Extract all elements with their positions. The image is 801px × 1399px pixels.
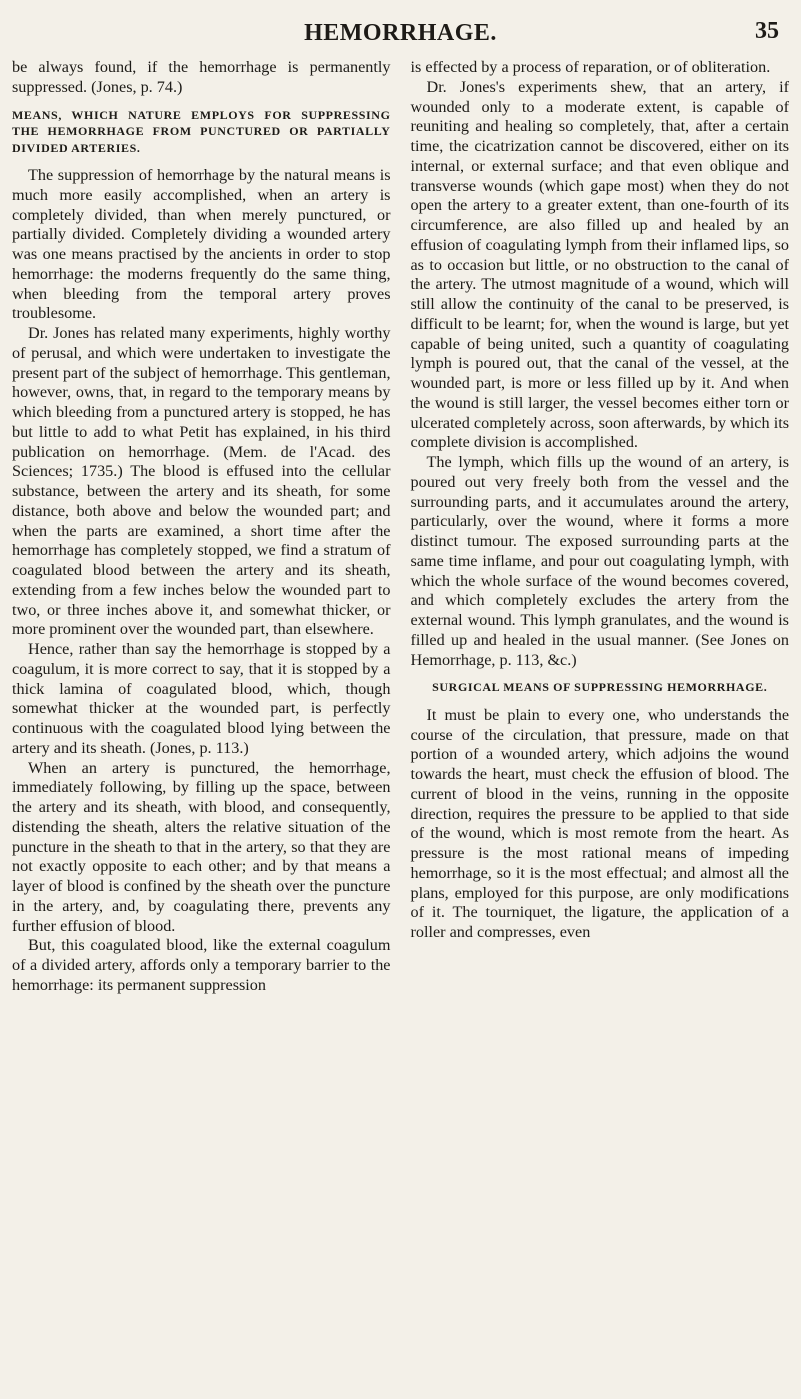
paragraph: Hence, rather than say the hemorrhage is stopped by a coagulum, it is more correct to say, that it is stopped by a thick lamina of coagulated blood, which, though somewhat thicker at the wounded part, is perfectly continuous with the coagulated blood lying between the artery and its sheath. (Jones, p. 113.) bbox=[12, 640, 391, 757]
page-number: 35 bbox=[755, 18, 779, 44]
left-column bbox=[12, 58, 391, 1399]
paragraph: But, this coagulated blood, like the external coagulum of a divided artery, affords only a temporary barrier to the hemorrhage: its permanent suppression bbox=[12, 936, 391, 994]
paragraph: The suppression of hemorrhage by the natural means is much more easily accomplished, when an artery is completely divided, than when merely punctured, or partially divided. Completely dividing a wounded artery was one means practised by the ancients in order to stop hemorrhage: the moderns frequently do the same thing, when bleeding from the temporal artery proves troublesome. bbox=[12, 166, 391, 323]
paragraph: Dr. Jones's experiments shew, that an artery, if wounded only to a moderate extent, is capable of reuniting and healing so completely, that, after a certain time, the cicatrization cannot be discovered, either on its internal, or external surface; and that even oblique and transverse wounds (which gape most) when they do not open the artery to a greater extent, than one-fourth of its circumference, are also filled up and healed by an effusion of coagulating lymph from their inflamed lips, so as to occasion but little, or no obstruction to the canal of the artery. The utmost magnitude of a wound, which will still allow the continuity of the canal to be preserved, is difficult to be learnt; for, when the wound is large, but yet capable of being united, such a quantity of coagulating lymph is poured out, that the canal of the vessel, at the wounded part, is more or less filled up by it. And when the wound is still larger, the vessel becomes either torn or ulcerated completely across, soon afterwards, by which its complete division is accomplished. bbox=[410, 77, 789, 452]
right-column bbox=[411, 58, 790, 1399]
paragraph: be always found, if the hemorrhage is permanently suppressed. (Jones, p. 74.) bbox=[12, 58, 391, 96]
paragraph: Dr. Jones has related many experiments, highly worthy of perusal, and which were undertaken to investigate the present part of the subject of hemorrhage. This gentleman, however, owns, that, in regard to the temporary means by which bleeding from a punctured artery is stopped, he has but little to add to what Petit has explained, in his third publication on hemorrhage. (Mem. de l'Acad. des Sciences; 1735.) The blood is effused into the cellular substance, between the artery and its sheath, for some distance, both above and below the wounded part; and when the parts are examined, a short time after the hemorrhage has completely stopped, we find a stratum of coagulated blood between the artery and its sheath, extending from a few inches below the wounded part to two, or three inches above it, and somewhat thicker, or more prominent over the wounded part, than elsewhere. bbox=[12, 324, 391, 639]
section-heading: MEANS, WHICH NATURE EMPLOYS FOR SUPPRESSING THE HEMORRHAGE FROM PUNCTURED OR PARTIALLY DIVIDED ARTERIES. bbox=[12, 107, 391, 155]
paragraph: is effected by a process of reparation, or of obliteration. bbox=[410, 58, 771, 76]
paragraph: The lymph, which fills up the wound of an artery, is poured out very freely both from the vessel and the surrounding parts, and it accumulates around the artery, particularly, over the wound, where it forms a more distinct tumour. The exposed surrounding parts at the same time inflame, and pour out coagulating lymph, with which the whole surface of the wound becomes covered, and which completely excludes the artery from the external wound. This lymph granulates, and the wound is filled up and healed in the usual manner. (See Jones on Hemorrhage, p. 113, &c.) bbox=[410, 453, 789, 669]
page-header bbox=[12, 0, 789, 52]
paragraph: When an artery is punctured, the hemorrhage, immediately following, by filling up the space, between the artery and its sheath, with blood, and consequently, distending the sheath, alters the relative situation of the puncture in the sheath to that in the artery, so that they are not exactly opposite to each other; and by that means a layer of blood is confined by the sheath over the puncture in the artery, and, by coagulating there, prevents any further effusion of blood. bbox=[12, 758, 391, 935]
section-heading: SURGICAL MEANS OF SUPPRESSING HEMORRHAGE. bbox=[432, 680, 768, 695]
text-columns bbox=[12, 58, 789, 1399]
running-title: HEMORRHAGE. bbox=[304, 20, 497, 46]
paragraph: It must be plain to every one, who understands the course of the circulation, that pressure, made on that portion of a wounded artery, which adjoins the wound towards the heart, must check the effusion of blood. The current of blood in the veins, running in the opposite direction, requires the pressure to be applied to that side of the wound, which is most remote from the heart. As pressure is the most rational means of impeding hemorrhage, so it is the most effectual; and almost all the plans, employed for this purpose, are only modifications of it. The tourniquet, the ligature, the application of a roller and compresses, even bbox=[410, 705, 789, 941]
